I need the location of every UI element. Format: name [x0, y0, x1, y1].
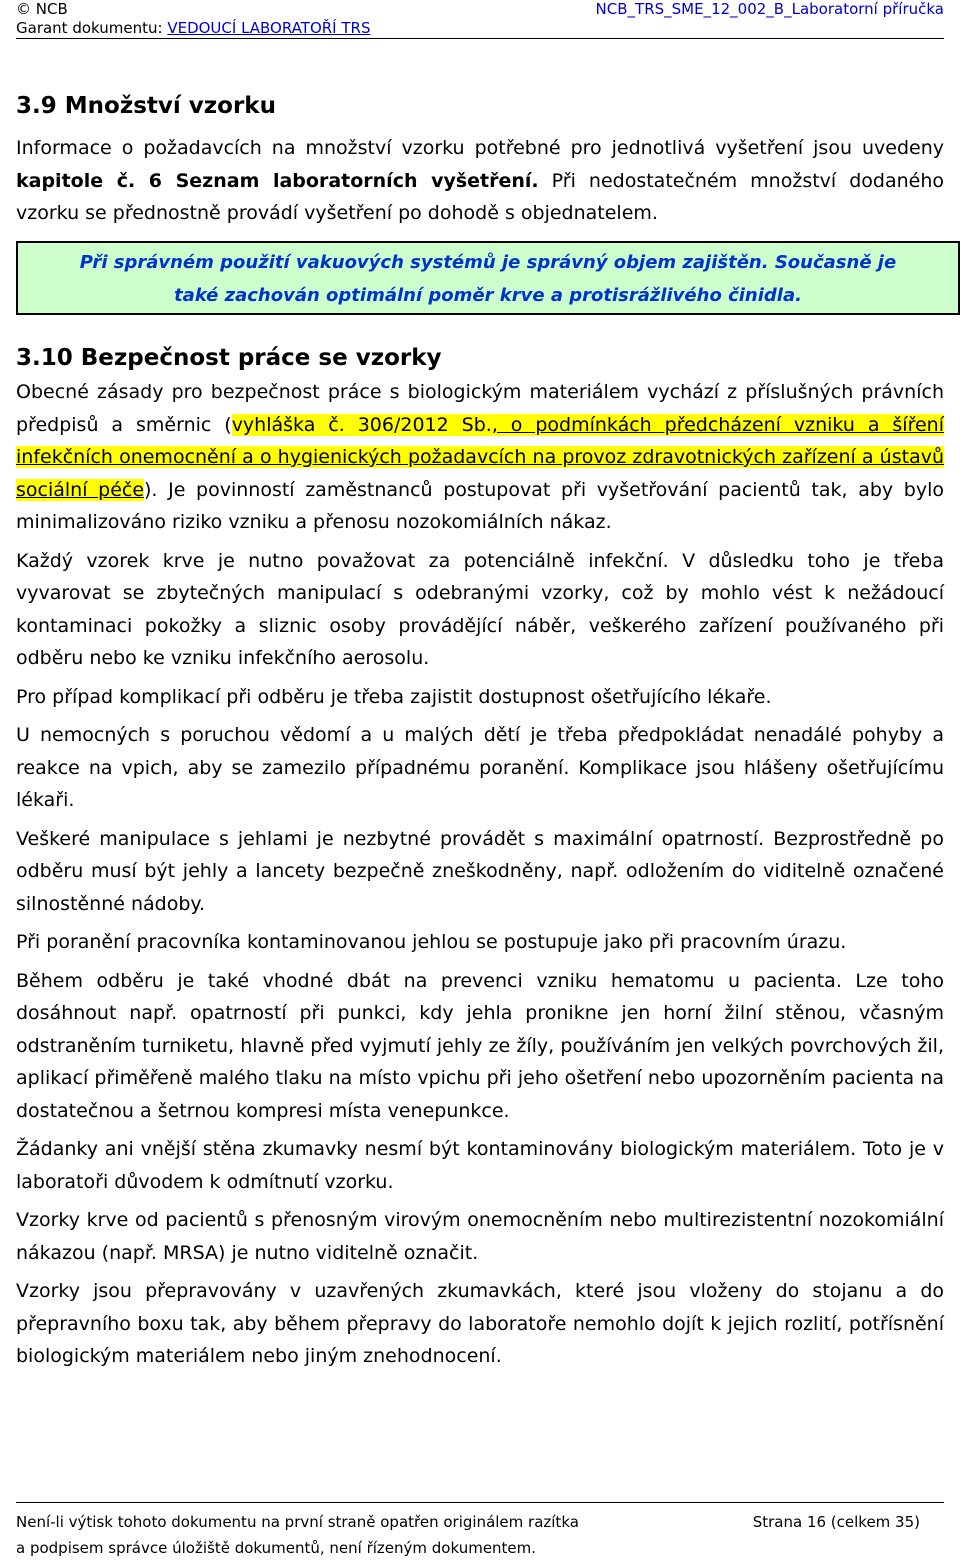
- page-number: Strana 16 (celkem 35): [752, 1513, 920, 1531]
- footer-note-line: a podpisem správce úložiště dokumentů, není řízeným dokumentem.: [16, 1539, 537, 1557]
- copyright-text: © NCB: [16, 0, 68, 18]
- paragraph: Vzorky krve od pacientů s přenosným virovým onemocněním nebo multirezistentní nozokomiální nákazou (např. MRSA) je nutno viditelně označit.: [16, 1209, 944, 1264]
- header-left: [16, 0, 370, 38]
- paragraph: Při poranění pracovníka kontaminovanou jehlou se postupuje jako při pracovním úrazu.: [16, 931, 847, 953]
- paragraph: Veškeré manipulace s jehlami je nezbytné provádět s maximální opatrností. Bezprostředně po odběru musí být jehly a lancety bezpečně zneškodněny, např. odložením do viditelně označené silnostěnné nádoby.: [16, 827, 944, 915]
- paragraph: Vzorky jsou přepravovány v uzavřených zkumavkách, které jsou vloženy do stojanu a do přepravního boxu tak, aby během přepravy do laboratoře nemohlo dojít k jejich rozlití, potřísnění biologickým materiálem nebo jiným znehodnocení.: [16, 1280, 944, 1367]
- highlight-box-line: také zachován optimální poměr krve a protisrážlivého činidla.: [174, 285, 802, 306]
- section-heading-3-10: 3.10 Bezpečnost práce se vzorky: [16, 345, 442, 371]
- regulation-title: , o podmínkách předcházení vzniku a šíření infekčních onemocnění a o hygienických požadavcích na provoz zdravotnických zařízení a ústavů sociální péče: [16, 413, 944, 501]
- section-heading-3-9: 3.9 Množství vzorku: [16, 93, 276, 119]
- page-header: [16, 0, 944, 39]
- page-footer: [16, 1502, 944, 1561]
- paragraph-text: Při nedostatečném množství dodaného vzorku se přednostně provádí vyšetření po dohodě s objednatelem.: [16, 169, 944, 224]
- highlight-box-line: Při správném použití vakuových systémů je správný objem zajištěn. Současně je: [79, 252, 897, 273]
- paragraph: [16, 376, 944, 539]
- paragraph-text: Informace o požadavcích na množství vzorku potřebné pro jednotlivá vyšetření jsou uvedeny: [16, 137, 944, 159]
- footer-note-line: Není-li výtisk tohoto dokumentu na první straně opatřen originálem razítka: [16, 1513, 579, 1531]
- paragraph-text: Obecné zásady pro bezpečnost práce s biologickým materiálem vychází z příslušných právních předpisů a směrnic (: [16, 381, 944, 436]
- regulation-reference: vyhláška č. 306/2012 Sb.: [231, 413, 492, 436]
- paragraph-text: ). Je povinností zaměstnanců postupovat při vyšetřování pacientů tak, aby bylo minimalizováno riziko vzniku a přenosu nozokomiálních nákaz.: [16, 478, 944, 533]
- paragraph: U nemocných s poruchou vědomí a u malých dětí je třeba předpokládat nenadálé pohyby a reakce na vpich, aby se zamezilo případnému poranění. Komplikace jsou hlášeny ošetřujícímu lékaři.: [16, 724, 944, 811]
- highlight-box: [16, 241, 960, 315]
- section-3-10: [16, 344, 944, 1379]
- guarantor-line: [16, 19, 370, 38]
- page-content: [16, 92, 944, 1367]
- guarantor-label: Garant dokumentu:: [16, 19, 168, 37]
- chapter-reference: kapitole č. 6 Seznam laboratorních vyšetření.: [16, 169, 539, 192]
- document-code: NCB_TRS_SME_12_002_B_Laboratorní příručka: [595, 0, 944, 18]
- guarantor-value: VEDOUCÍ LABORATOŘÍ TRS: [167, 19, 371, 37]
- paragraph: Každý vzorek krve je nutno považovat za potenciálně infekční. V důsledku toho je třeba vyvarovat se zbytečných manipulací s odebranými vzorky, což by mohlo vést k nežádoucí kontaminaci pokožky a sliznic osoby provádějící náběr, veškerého zařízení používaného při odběru nebo ke vzniku infekčního aerosolu.: [16, 549, 944, 669]
- paragraph: Během odběru je také vhodné dbát na prevenci vzniku hematomu u pacienta. Lze toho dosáhnout např. opatrností při punkci, kdy jehla pronikne jen horní žilní stěnou, včasným odstraněním turniketu, hlavně před vyjmutí jehly ze žíly, používáním jen velkých povrchových žil, aplikací přiměřeně malého tlaku na místo vpichu při jeho ošetření nebo upozorněním pacienta na dostatečnou a šetrnou kompresi místa venepunkce.: [16, 969, 944, 1122]
- section-3-9-paragraph: [16, 132, 944, 230]
- paragraph: Pro případ komplikací při odběru je třeba zajistit dostupnost ošetřujícího lékaře.: [16, 685, 772, 708]
- paragraph: Žádanky ani vnější stěna zkumavky nesmí být kontaminovány biologickým materiálem. Toto je v laboratoři důvodem k odmítnutí vzorku.: [16, 1138, 944, 1193]
